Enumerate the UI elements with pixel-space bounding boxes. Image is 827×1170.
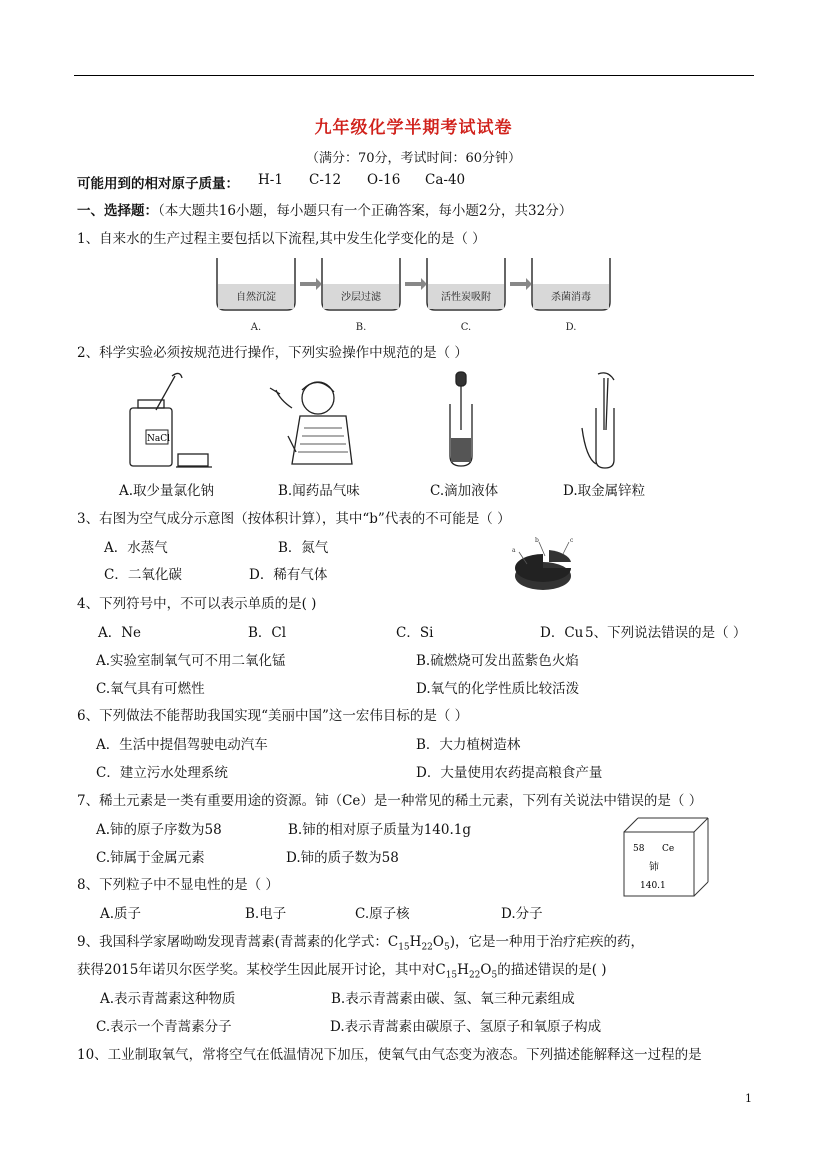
q9-formula-1 <box>387 934 450 953</box>
q7-option-b: B.铈的相对原子质量为140.1g <box>288 822 472 838</box>
q4-option-c: C．Si <box>396 625 434 641</box>
element-mass: 140.1 <box>640 881 666 891</box>
q9-line-1 <box>77 930 644 953</box>
q1-letter-d: D. <box>565 322 577 333</box>
q1-letter-b: B. <box>355 322 367 333</box>
q9-line2-prefix: 获得2015年诺贝尔医学奖。某校学生因此展开讨论，其中对 <box>77 962 436 978</box>
formula-h-count: 22 <box>421 942 433 953</box>
q1-letter-a: A. <box>250 322 262 333</box>
q9-line-2 <box>77 958 607 981</box>
q2-option-c: C.滴加液体 <box>430 483 499 499</box>
formula-h: H <box>409 934 422 950</box>
reagent-bottle-icon <box>130 373 212 467</box>
q1-step-b: 沙层过滤 <box>341 292 381 303</box>
q5-stem: 5、下列说法错误的是（ ） <box>585 625 747 641</box>
q6-option-c: C．建立污水处理系统 <box>96 765 228 781</box>
formula-c: C <box>435 962 446 978</box>
section-title: 一、选择题： <box>77 203 158 219</box>
q2-option-a: A.取少量氯化钠 <box>119 483 215 499</box>
q9-option-a: A.表示青蒿素这种物质 <box>100 991 236 1007</box>
q3-stem: 3、右图为空气成分示意图（按体积计算），其中“b”代表的不可能是（ ） <box>77 511 511 527</box>
q8-stem: 8、下列粒子中不显电性的是（ ） <box>77 877 279 893</box>
q7-option-c: C.铈属于金属元素 <box>96 850 205 866</box>
atomic-mass-h: H-1 <box>258 172 283 188</box>
page-title: 九年级化学半期考试试卷 <box>314 118 513 138</box>
q6-stem: 6、下列做法不能帮助我国实现“美丽中国”这一宏伟目标的是（ ） <box>77 708 469 724</box>
page-number: 1 <box>745 1092 752 1105</box>
q9-option-d: D.表示青蒿素由碳原子、氢原子和氧原子构成 <box>330 1019 602 1035</box>
q7-option-d: D.铈的质子数为58 <box>286 850 399 866</box>
exam-info: （满分：70分，考试时间：60分钟） <box>305 151 522 166</box>
element-name: 铈 <box>649 862 659 873</box>
atomic-mass-ca: Ca-40 <box>425 172 466 188</box>
q8-option-d: D.分子 <box>501 906 543 922</box>
q6-option-b: B．大力植树造林 <box>416 737 521 753</box>
q8-option-c: C.原子核 <box>355 906 410 922</box>
q3-option-c: C．二氧化碳 <box>104 567 182 583</box>
q5-option-c: C.氧气具有可燃性 <box>96 681 205 697</box>
q9-line1-suffix: )，它是一种用于治疗疟疾的药， <box>449 934 644 950</box>
q3-option-a: A．水蒸气 <box>104 540 168 556</box>
pie-label-a: a <box>512 547 516 554</box>
q1-step-c: 活性炭吸附 <box>441 292 491 303</box>
q2-stem: 2、科学实验必须按规范进行操作，下列实验操作中规范的是（ ） <box>77 345 468 361</box>
formula-o: O <box>480 962 492 978</box>
q10-stem: 10、工业制取氧气，常将空气在低温情况下加压，使氧气由气态变为液态。下列描述能解释这一过程的是 <box>77 1047 702 1063</box>
nacl-label: NaCl <box>147 434 171 444</box>
formula-o-count: 5 <box>443 942 450 953</box>
q8-option-b: B.电子 <box>245 906 287 922</box>
q7-element-cell <box>620 814 712 900</box>
q3-option-b: B．氮气 <box>278 540 329 556</box>
q9-option-b: B.表示青蒿素由碳、氢、氧三种元素组成 <box>331 991 575 1007</box>
formula-h-count: 22 <box>468 970 481 981</box>
section-description: （本大题共16小题，每小题只有一个正确答案，每小题2分，共32分） <box>158 203 573 219</box>
q6-option-a: A．生活中提倡驾驶电动汽车 <box>96 737 268 753</box>
q9-line2-suffix: 的描述错误的是( ) <box>497 962 607 978</box>
q3-air-pie-chart <box>505 532 585 594</box>
q1-step-a: 自然沉淀 <box>236 292 276 303</box>
q5-option-b: B.硫燃烧可发出蓝紫色火焰 <box>416 653 579 669</box>
q5-option-d: D.氧气的化学性质比较活泼 <box>416 681 580 697</box>
formula-c-count: 15 <box>445 970 458 981</box>
q7-option-a: A.铈的原子序数为58 <box>96 822 222 838</box>
formula-c: C <box>387 934 399 950</box>
q2-option-b: B.闻药品气味 <box>278 483 360 499</box>
atomic-mass-o: O-16 <box>367 172 401 188</box>
formula-o-count: 5 <box>491 970 498 981</box>
q9-line1-prefix: 9、我国科学家屠呦呦发现青蒿素(青蒿素的化学式： <box>77 934 388 950</box>
q2-option-d: D.取金属锌粒 <box>563 483 646 499</box>
q1-step-d: 杀菌消毒 <box>551 292 591 303</box>
q7-stem: 7、稀土元素是一类有重要用途的资源。铈（Ce）是一种常见的稀土元素，下列有关说法中错误的是（ ） <box>77 793 703 809</box>
q5-option-a: A.实验室制氧气可不用二氧化锰 <box>96 653 286 669</box>
pie-label-c: c <box>570 537 574 544</box>
q1-stem: 1、自来水的生产过程主要包括以下流程,其中发生化学变化的是（ ） <box>77 231 486 247</box>
q9-formula-2 <box>435 962 498 981</box>
atomic-mass-label: 可能用到的相对原子质量： <box>77 176 239 192</box>
q3-option-d: D．稀有气体 <box>249 567 328 583</box>
formula-o: O <box>432 934 444 950</box>
element-symbol: Ce <box>662 844 675 854</box>
q9-option-c: C.表示一个青蒿素分子 <box>96 1019 232 1035</box>
pie-label-b: b <box>535 537 539 544</box>
element-number: 58 <box>633 844 645 854</box>
q1-letter-c: C. <box>460 322 472 333</box>
formula-c-count: 15 <box>398 942 410 953</box>
q4-option-a: A．Ne <box>98 625 142 641</box>
q4-option-b: B．Cl <box>248 625 287 641</box>
section-heading <box>77 199 572 219</box>
formula-h: H <box>457 962 469 978</box>
tongs-test-tube-icon <box>582 373 614 468</box>
q6-option-d: D．大量使用农药提高粮食产量 <box>416 765 603 781</box>
top-rule <box>74 75 754 76</box>
q4-stem: 4、下列符号中，不可以表示单质的是( ) <box>77 596 317 612</box>
q2-illustrations <box>120 368 680 474</box>
q1-process-diagram <box>212 252 612 334</box>
q8-option-a: A.质子 <box>100 906 142 922</box>
q4-option-d: D．Cu <box>540 625 584 641</box>
atomic-mass-c: C-12 <box>309 172 342 188</box>
